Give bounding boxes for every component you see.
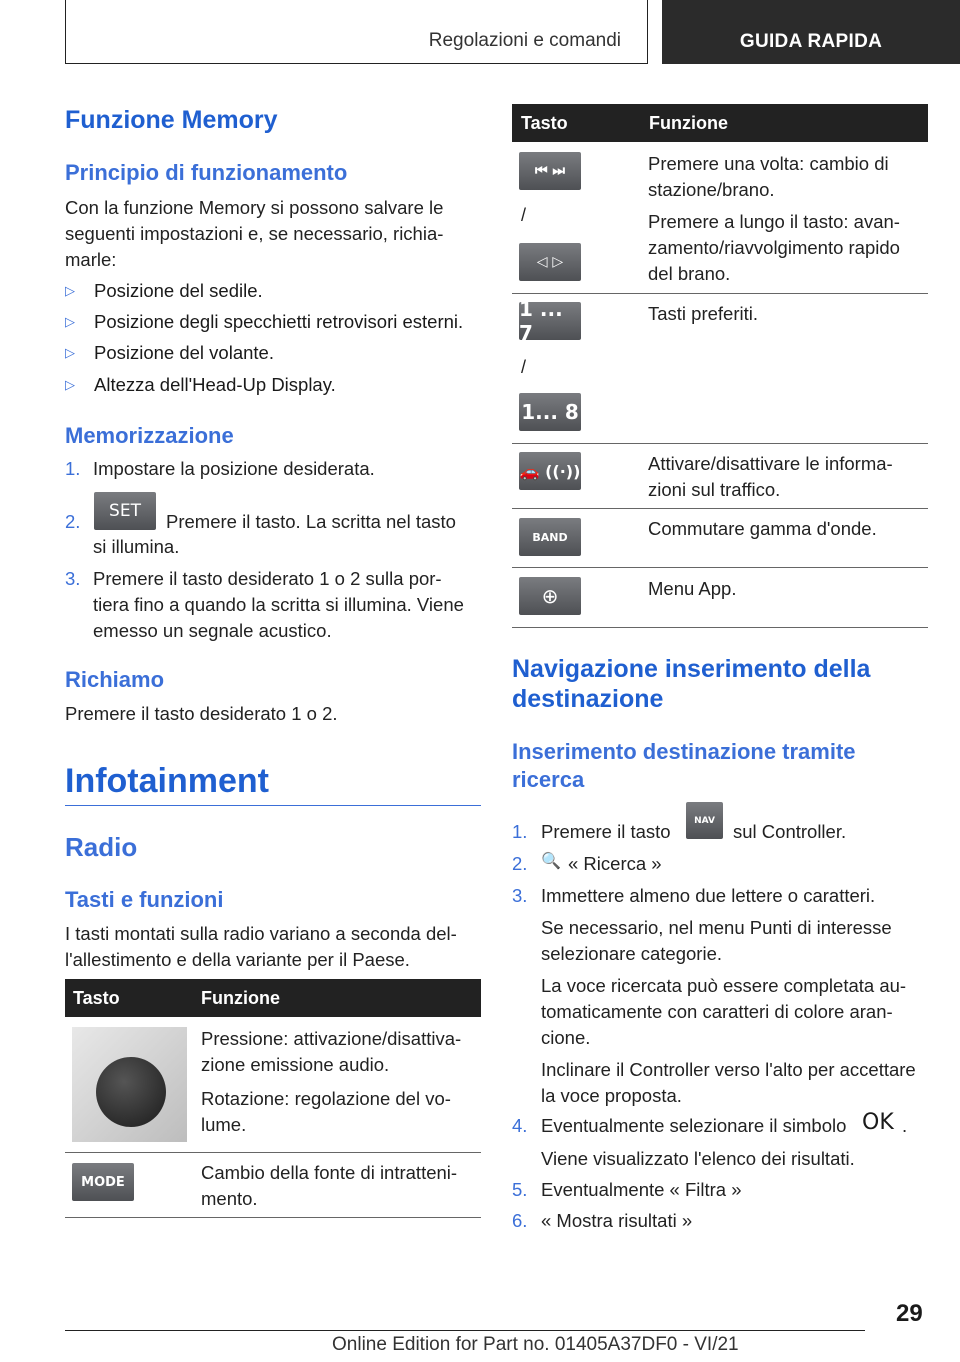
header-tag-label: GUIDA RAPIDA: [739, 31, 883, 52]
search-icon: 🔍: [541, 853, 561, 870]
traffic-info-icon: 🚗 ((·)): [519, 452, 581, 490]
step-text: Immettere almeno due lettere o caratteri. Se necessario, nel menu Punti di interesse selezionare categorie. La voce ricercata può essere completata au- tomaticamente con caratteri di colore aran- cione. Inclinare il Controller verso l'alto per accettare la voce proposta.: [541, 885, 916, 1106]
step-text: sul Controller.: [733, 821, 847, 842]
seek-arrows-icon: ◁ ▷: [519, 243, 581, 281]
step-number: 4.: [512, 1115, 528, 1136]
step-text: Viene visualizzato l'elenco dei risultati.: [541, 1148, 855, 1169]
table-cell: Menu App.: [648, 578, 737, 599]
keys-title: Tasti e funzioni: [65, 887, 224, 912]
memory-title: Funzione Memory: [65, 106, 278, 134]
step-text: Premere il tasto: [541, 821, 671, 842]
apps-globe-icon: ⊕: [519, 577, 581, 615]
step-number: 1.: [512, 821, 528, 842]
volume-knob-image: [72, 1027, 187, 1142]
search-subtitle: Inserimento destinazione tramite ricerca: [512, 739, 856, 792]
step-text: si illumina.: [93, 536, 180, 557]
table-cell: Commutare gamma d'onde.: [648, 518, 877, 539]
table-cell: Cambio della fonte di intratteni- mento.: [201, 1162, 458, 1209]
footer-edition: Online Edition for Part no. 01405A37DF0 - VI/21: [332, 1334, 739, 1355]
favorites-1-7-icon: 1 ... 7: [519, 302, 581, 340]
triangle-bullet-icon: ▷: [65, 314, 75, 329]
nav-button-icon: NAV: [686, 802, 723, 839]
footer-rule: [65, 1330, 865, 1331]
column-header: Funzione: [201, 988, 280, 1008]
table-cell: Tasti preferiti.: [648, 303, 759, 324]
principle-line: Con la funzione Memory si possono salvare le: [65, 197, 444, 218]
row-divider: [512, 443, 928, 444]
column-header: Funzione: [649, 113, 728, 133]
step-text: « Ricerca »: [568, 853, 662, 874]
favorites-1-8-icon: 1... 8: [519, 393, 581, 431]
header-box: [65, 0, 648, 64]
set-button-icon: SET: [94, 492, 156, 530]
step-number: 2.: [512, 853, 528, 874]
principle-line: marle:: [65, 249, 117, 270]
row-divider: [65, 1152, 481, 1153]
step-number: 1.: [65, 458, 81, 479]
principle-text: [65, 195, 443, 273]
step-number: 2.: [65, 511, 81, 532]
table-header: [512, 104, 928, 142]
principle-title: Principio di funzionamento: [65, 160, 348, 185]
recall-text: Premere il tasto desiderato 1 o 2.: [65, 703, 338, 724]
principle-line: seguenti impostazioni e, se necessario, richia-: [65, 223, 444, 244]
infotainment-title: Infotainment: [65, 762, 269, 800]
slash-separator: /: [521, 357, 527, 377]
row-divider: [512, 508, 928, 509]
skip-buttons-icon: ⏮ ⏭: [519, 152, 581, 190]
volume-knob-icon: [96, 1057, 166, 1127]
header-tag: [662, 0, 960, 64]
band-button-icon: BAND: [519, 518, 581, 556]
step-text: Premere il tasto. La scritta nel tasto: [166, 511, 456, 532]
step-text: Premere il tasto desiderato 1 o 2 sulla por- tiera fino a quando la scritta si illumina. Viene emesso un segnale acustico.: [93, 568, 464, 641]
step-number: 5.: [512, 1179, 528, 1200]
navigation-title: Navigazione inserimento della destinazione: [512, 655, 871, 713]
triangle-bullet-icon: ▷: [65, 377, 75, 392]
slash-separator: /: [521, 205, 527, 225]
page-number: 29: [896, 1300, 923, 1327]
table-header: [65, 979, 481, 1017]
keys-text: I tasti montati sulla radio variano a seconda del- l'allestimento e della variante per il Paese.: [65, 923, 457, 970]
mode-button-icon: MODE: [72, 1163, 134, 1201]
row-divider: [512, 293, 928, 294]
table-cell: Pressione: attivazione/disattiva- zione emissione audio. Rotazione: regolazione del vo- lume.: [201, 1028, 462, 1135]
row-divider: [65, 1217, 481, 1218]
row-divider: [512, 567, 928, 568]
step-number: 3.: [512, 885, 528, 906]
title-rule: [65, 805, 481, 806]
step-text: .: [902, 1115, 908, 1136]
step-text: Eventualmente selezionare il simbolo: [541, 1115, 847, 1136]
header-section: Regolazioni e comandi: [428, 30, 621, 51]
step-number: 6.: [512, 1210, 528, 1231]
store-title: Memorizzazione: [65, 423, 234, 448]
step-text: « Mostra risultati »: [541, 1210, 693, 1231]
table-cell: Premere una volta: cambio di stazione/brano. Premere a lungo il tasto: avan- zamento/riavvolgimento rapido del brano.: [648, 153, 900, 284]
triangle-bullet-icon: ▷: [65, 345, 75, 360]
recall-title: Richiamo: [65, 667, 165, 692]
triangle-bullet-icon: ▷: [65, 283, 75, 298]
step-number: 3.: [65, 568, 81, 589]
table-cell: Attivare/disattivare le informa- zioni sul traffico.: [648, 453, 893, 500]
ok-symbol-icon: OK: [862, 1110, 894, 1135]
row-divider: [512, 627, 928, 628]
radio-title: Radio: [65, 832, 138, 862]
column-header: Tasto: [73, 988, 120, 1008]
column-header: Tasto: [521, 113, 568, 133]
step-text: Impostare la posizione desiderata.: [93, 458, 375, 479]
step-text: Eventualmente « Filtra »: [541, 1179, 742, 1200]
